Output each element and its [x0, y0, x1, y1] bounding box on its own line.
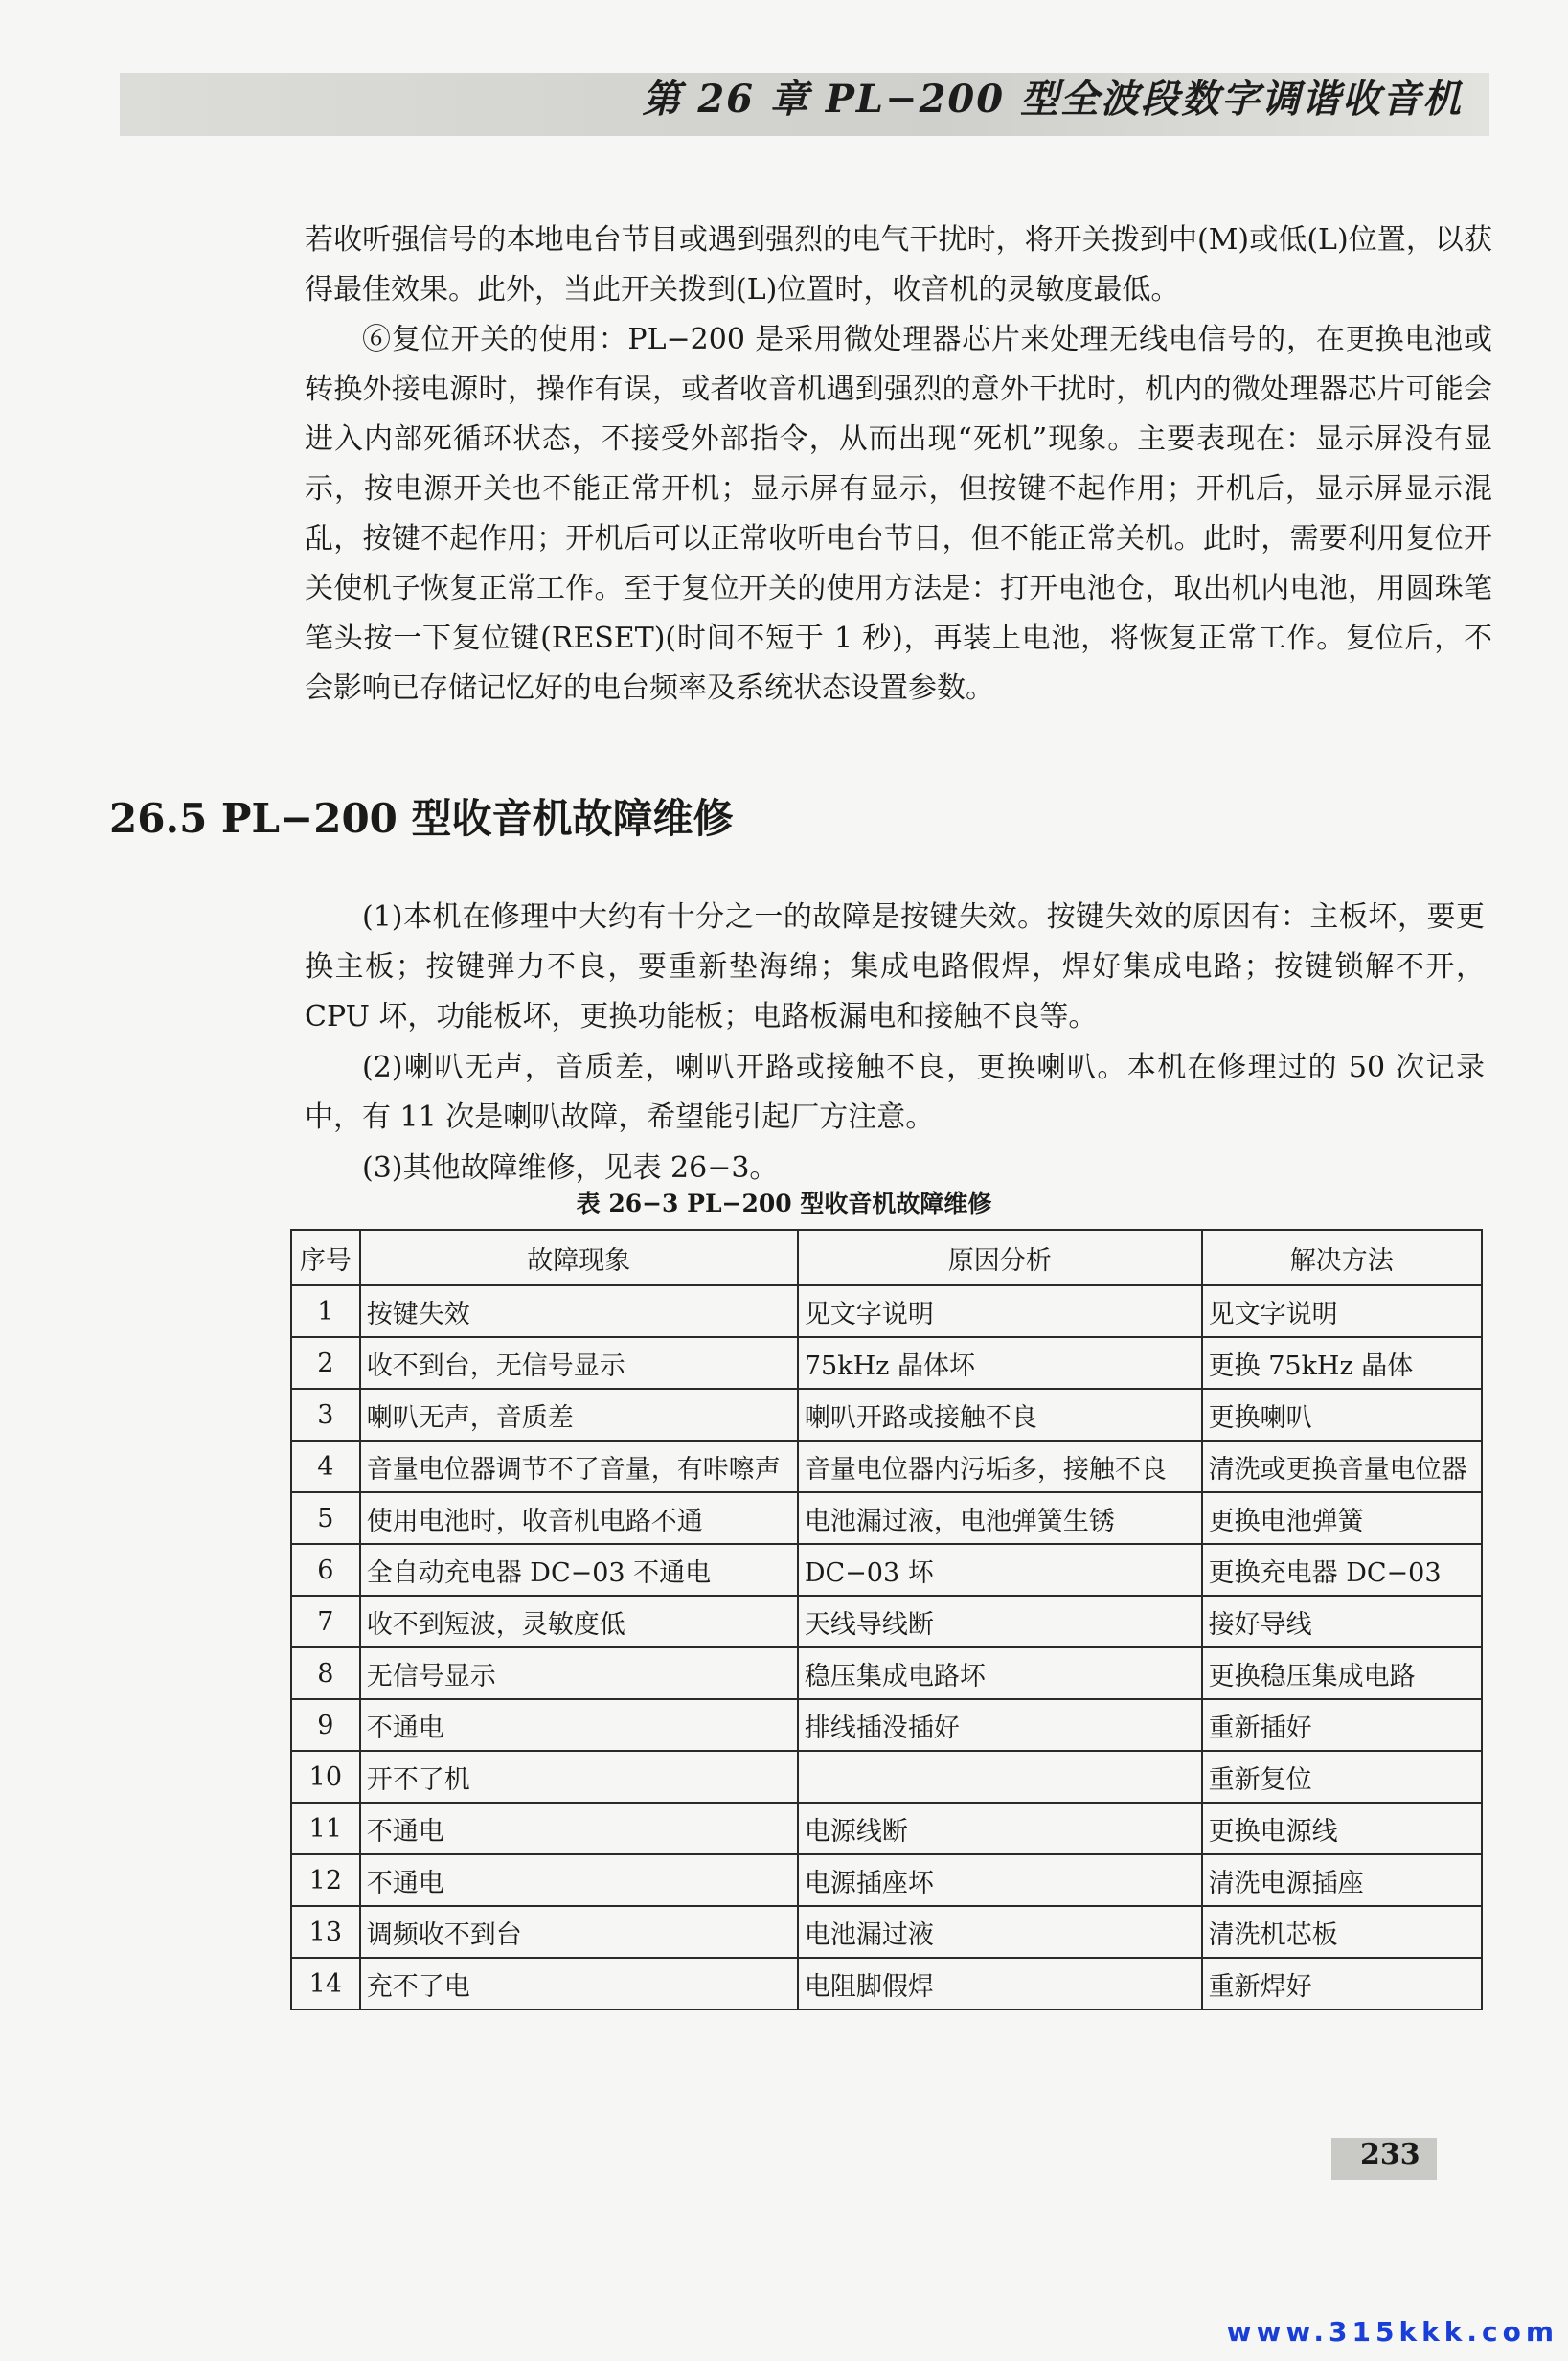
table-row [291, 1699, 1482, 1751]
row-solution: 重新复位 [1202, 1751, 1482, 1803]
row-index: 7 [291, 1596, 360, 1647]
table-row [291, 1958, 1482, 2009]
list-item-1: (1)本机在修理中大约有十分之一的故障是按键失效。按键失效的原因有：主板坏，要更换主板；按键弹力不良，要重新垫海绵；集成电路假焊，焊好集成电路；按键锁解不开，CPU 坏，功能板坏，更换功能板；电路板漏电和接触不良等。 [305, 900, 1485, 1033]
row-cause: 电源线断 [798, 1803, 1202, 1854]
row-index: 6 [291, 1544, 360, 1596]
row-symptom: 不通电 [360, 1854, 798, 1906]
row-cause: 音量电位器内污垢多，接触不良 [798, 1441, 1202, 1492]
row-index: 1 [291, 1285, 360, 1337]
row-symptom: 全自动充电器 DC−03 不通电 [360, 1544, 798, 1596]
repair-table [290, 1229, 1483, 2010]
row-solution: 清洗机芯板 [1202, 1906, 1482, 1958]
row-cause: 电池漏过液，电池弹簧生锈 [798, 1492, 1202, 1544]
row-solution: 清洗电源插座 [1202, 1854, 1482, 1906]
table-header-row [291, 1230, 1482, 1285]
row-symptom: 无信号显示 [360, 1647, 798, 1699]
table-row [291, 1751, 1482, 1803]
row-solution: 更换喇叭 [1202, 1389, 1482, 1441]
row-symptom: 开不了机 [360, 1751, 798, 1803]
intro-paragraph-1: 若收听强信号的本地电台节目或遇到强烈的电气干扰时，将开关拨到中(M)或低(L)位置，以获得最佳效果。此外，当此开关拨到(L)位置时，收音机的灵敏度最低。 [305, 223, 1492, 306]
row-solution: 更换稳压集成电路 [1202, 1647, 1482, 1699]
row-cause: 电阻脚假焊 [798, 1958, 1202, 2009]
row-solution: 重新插好 [1202, 1699, 1482, 1751]
row-cause: 排线插没插好 [798, 1699, 1202, 1751]
table-row [291, 1285, 1482, 1337]
header-index: 序号 [291, 1230, 360, 1285]
header-cause: 原因分析 [798, 1230, 1202, 1285]
row-solution: 重新焊好 [1202, 1958, 1482, 2009]
chapter-title: 第 26 章 PL−200 型全波段数字调谐收音机 [642, 77, 1463, 122]
table-row [291, 1854, 1482, 1906]
row-symptom: 不通电 [360, 1699, 798, 1751]
header-symptom: 故障现象 [360, 1230, 798, 1285]
row-cause: 见文字说明 [798, 1285, 1202, 1337]
row-solution: 见文字说明 [1202, 1285, 1482, 1337]
row-symptom: 充不了电 [360, 1958, 798, 2009]
row-solution: 清洗或更换音量电位器 [1202, 1441, 1482, 1492]
row-index: 10 [291, 1751, 360, 1803]
row-solution: 更换充电器 DC−03 [1202, 1544, 1482, 1596]
intro-paragraph-2: ⑥复位开关的使用：PL−200 是采用微处理器芯片来处理无线电信号的，在更换电池或转换外接电源时，操作有误，或者收音机遇到强烈的意外干扰时，机内的微处理器芯片可能会进入内部死循环状态，不接受外部指令，从而出现“死机”现象。主要表现在：显示屏没有显示，按电源开关也不能正常开机；显示屏有显示，但按键不起作用；开机后，显示屏显示混乱，按键不起作用；开机后可以正常收听电台节目，但不能正常关机。此时，需要利用复位开关使机子恢复正常工作。至于复位开关的使用方法是：打开电池仓，取出机内电池，用圆珠笔笔头按一下复位键(RESET)(时间不短于 1 秒)，再装上电池，将恢复正常工作。复位后，不会影响已存储记忆好的电台频率及系统状态设置参数。 [305, 323, 1492, 705]
row-index: 12 [291, 1854, 360, 1906]
section-heading: 26.5 PL−200 型收音机故障维修 [109, 795, 734, 842]
table-row [291, 1906, 1482, 1958]
table-row [291, 1492, 1482, 1544]
page-number: 233 [1360, 2138, 1420, 2171]
row-cause: DC−03 坏 [798, 1544, 1202, 1596]
list-item-2: (2)喇叭无声，音质差，喇叭开路或接触不良，更换喇叭。本机在修理过的 50 次记录中，有 11 次是喇叭故障，希望能引起厂方注意。 [305, 1051, 1485, 1134]
row-index: 8 [291, 1647, 360, 1699]
row-symptom: 不通电 [360, 1803, 798, 1854]
row-index: 11 [291, 1803, 360, 1854]
row-symptom: 按键失效 [360, 1285, 798, 1337]
watermark-url: www.315kkk.com [1226, 2316, 1558, 2348]
row-cause: 电源插座坏 [798, 1854, 1202, 1906]
table-row [291, 1596, 1482, 1647]
table-row [291, 1647, 1482, 1699]
row-solution: 更换电池弹簧 [1202, 1492, 1482, 1544]
row-symptom: 调频收不到台 [360, 1906, 798, 1958]
row-cause: 75kHz 晶体坏 [798, 1337, 1202, 1389]
row-cause: 天线导线断 [798, 1596, 1202, 1647]
list-item-3: (3)其他故障维修，见表 26−3。 [362, 1151, 779, 1185]
row-cause: 电池漏过液 [798, 1906, 1202, 1958]
row-cause [798, 1751, 1202, 1803]
row-symptom: 喇叭无声，音质差 [360, 1389, 798, 1441]
row-index: 13 [291, 1906, 360, 1958]
row-symptom: 使用电池时，收音机电路不通 [360, 1492, 798, 1544]
row-index: 2 [291, 1337, 360, 1389]
row-index: 3 [291, 1389, 360, 1441]
table-row [291, 1803, 1482, 1854]
row-symptom: 收不到短波，灵敏度低 [360, 1596, 798, 1647]
row-symptom: 音量电位器调节不了音量，有咔嚓声 [360, 1441, 798, 1492]
row-symptom: 收不到台，无信号显示 [360, 1337, 798, 1389]
row-solution: 更换电源线 [1202, 1803, 1482, 1854]
row-solution: 接好导线 [1202, 1596, 1482, 1647]
row-index: 4 [291, 1441, 360, 1492]
table-row [291, 1337, 1482, 1389]
row-cause: 喇叭开路或接触不良 [798, 1389, 1202, 1441]
header-solution: 解决方法 [1202, 1230, 1482, 1285]
row-index: 9 [291, 1699, 360, 1751]
table-row [291, 1441, 1482, 1492]
row-index: 5 [291, 1492, 360, 1544]
table-row [291, 1389, 1482, 1441]
row-cause: 稳压集成电路坏 [798, 1647, 1202, 1699]
row-index: 14 [291, 1958, 360, 2009]
table-caption: 表 26−3 PL−200 型收音机故障维修 [576, 1190, 992, 1217]
table-row [291, 1544, 1482, 1596]
row-solution: 更换 75kHz 晶体 [1202, 1337, 1482, 1389]
